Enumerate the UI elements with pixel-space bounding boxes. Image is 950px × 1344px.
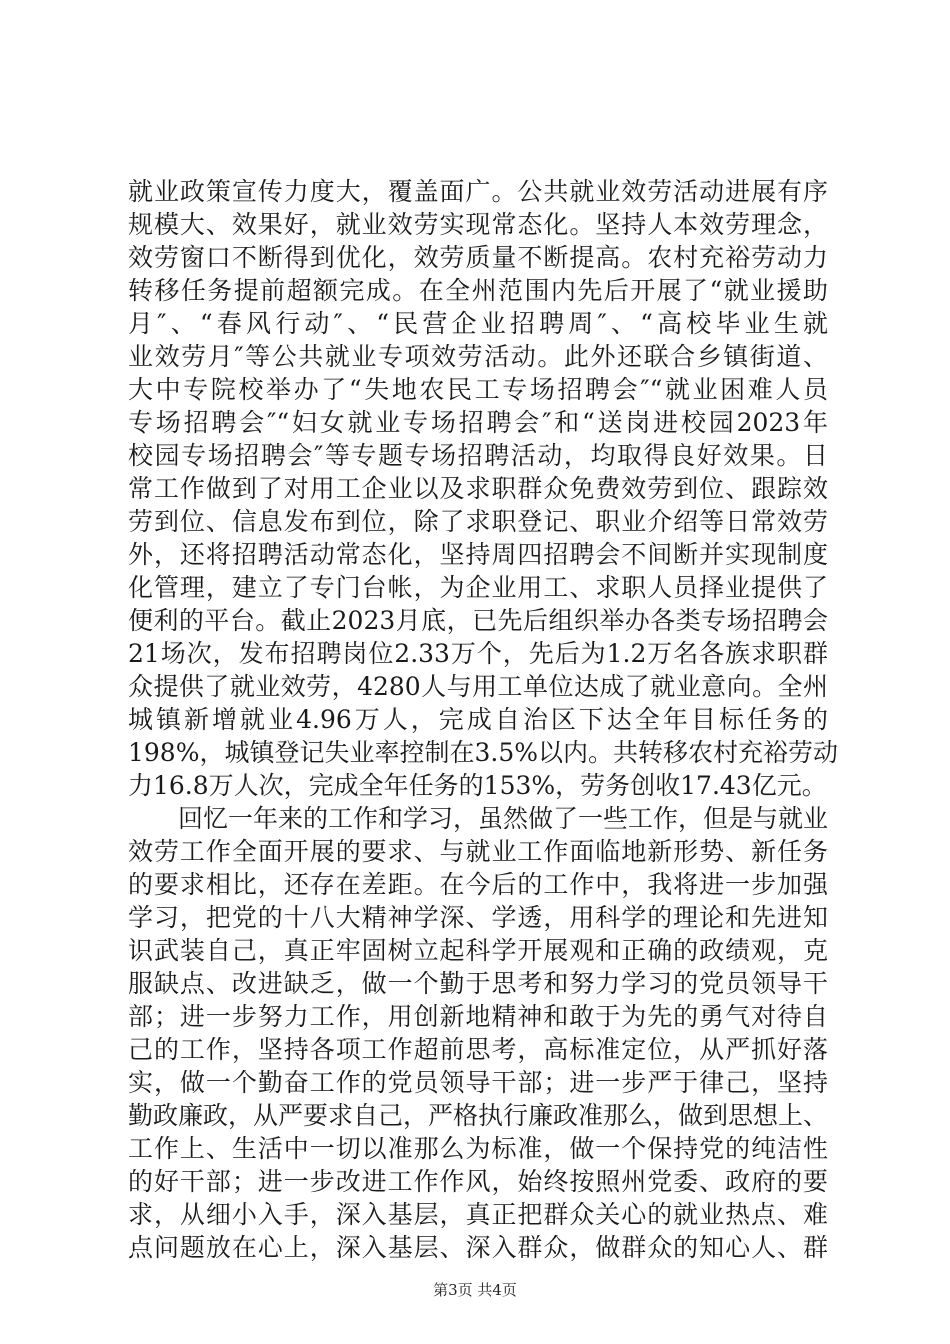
text-line: 实，做一个勤奋工作的党员领导干部；进一步严于律己，坚持 bbox=[128, 1068, 828, 1097]
text-line: 常工作做到了对用工企业以及求职群众免费效劳到位、跟踪效 bbox=[128, 474, 828, 503]
text-line: 点问题放在心上，深入基层、深入群众，做群众的知心人、群 bbox=[128, 1233, 828, 1262]
text-line: 工作上、生活中一切以准那么为标准，做一个保持党的纯洁性 bbox=[128, 1134, 828, 1163]
text-line: 劳到位、信息发布到位，除了求职登记、职业介绍等日常效劳 bbox=[128, 507, 828, 536]
body-text bbox=[128, 175, 838, 1264]
text-line: 识武装自己，真正牢固树立起科学开展观和正确的政绩观，克 bbox=[128, 936, 828, 965]
text-line: 专场招聘会″“妇女就业专场招聘会″和“送岗进校园2023年 bbox=[128, 408, 828, 437]
text-line: 回忆一年来的工作和学习，虽然做了一些工作，但是与就业 bbox=[128, 804, 829, 833]
page-number: 第3页 共4页 bbox=[433, 1281, 517, 1299]
text-line: 校园专场招聘会″等专题专场招聘活动，均取得良好效果。日 bbox=[128, 441, 828, 470]
text-line: 勤政廉政，从严要求自己，严格执行廉政准那么，做到思想上、 bbox=[128, 1101, 829, 1130]
text-line: 21场次，发布招聘岗位2.33万个，先后为1.2万名各族求职群 bbox=[128, 639, 828, 668]
text-line: 力16.8万人次，完成全年任务的153%，劳务创收17.43亿元。 bbox=[128, 771, 827, 800]
text-line: 求，从细小入手，深入基层，真正把群众关心的就业热点、难 bbox=[128, 1200, 828, 1229]
text-line: 的要求相比，还存在差距。在今后的工作中，我将进一步加强 bbox=[128, 870, 828, 899]
text-line: 就业政策宣传力度大，覆盖面广。公共就业效劳活动进展有序 bbox=[128, 177, 828, 206]
page-footer bbox=[0, 1280, 950, 1300]
text-line: 便利的平台。截止2023月底，已先后组织举办各类专场招聘会 bbox=[128, 606, 828, 635]
text-line: 城镇新增就业4.96万人，完成自治区下达全年目标任务的 bbox=[128, 705, 828, 734]
text-line: 己的工作，坚持各项工作超前思考，高标准定位，从严抓好落 bbox=[128, 1035, 828, 1064]
text-line: 众提供了就业效劳，4280人与用工单位达成了就业意向。全州 bbox=[128, 672, 828, 701]
text-line: 学习，把党的十八大精神学深、学透，用科学的理论和先进知 bbox=[128, 903, 828, 932]
text-line: 服缺点、改进缺乏，做一个勤于思考和努力学习的党员领导干 bbox=[128, 969, 828, 998]
text-line: 效劳窗口不断得到优化，效劳质量不断提高。农村充裕劳动力 bbox=[128, 243, 828, 272]
text-line: 业效劳月″等公共就业专项效劳活动。此外还联合乡镇街道、 bbox=[128, 342, 828, 371]
text-line: 部；进一步努力工作，用创新地精神和敢于为先的勇气对待自 bbox=[128, 1002, 828, 1031]
text-line: 规模大、效果好，就业效劳实现常态化。坚持人本效劳理念， bbox=[128, 210, 828, 239]
text-line: 外，还将招聘活动常态化，坚持周四招聘会不间断并实现制度 bbox=[128, 540, 828, 569]
text-line: 月″、“春风行动″、“民营企业招聘周″、“高校毕业生就 bbox=[128, 309, 828, 338]
text-line: 效劳工作全面开展的要求、与就业工作面临地新形势、新任务 bbox=[128, 837, 828, 866]
text-line: 大中专院校举办了“失地农民工专场招聘会″“就业困难人员 bbox=[128, 375, 828, 404]
text-line: 198%，城镇登记失业率控制在3.5%以内。共转移农村充裕劳动 bbox=[128, 738, 838, 767]
text-line: 化管理，建立了专门台帐，为企业用工、求职人员择业提供了 bbox=[128, 573, 828, 602]
text-line: 的好干部；进一步改进工作作风，始终按照州党委、政府的要 bbox=[128, 1167, 828, 1196]
text-line: 转移任务提前超额完成。在全州范围内先后开展了“就业援助 bbox=[128, 276, 828, 305]
